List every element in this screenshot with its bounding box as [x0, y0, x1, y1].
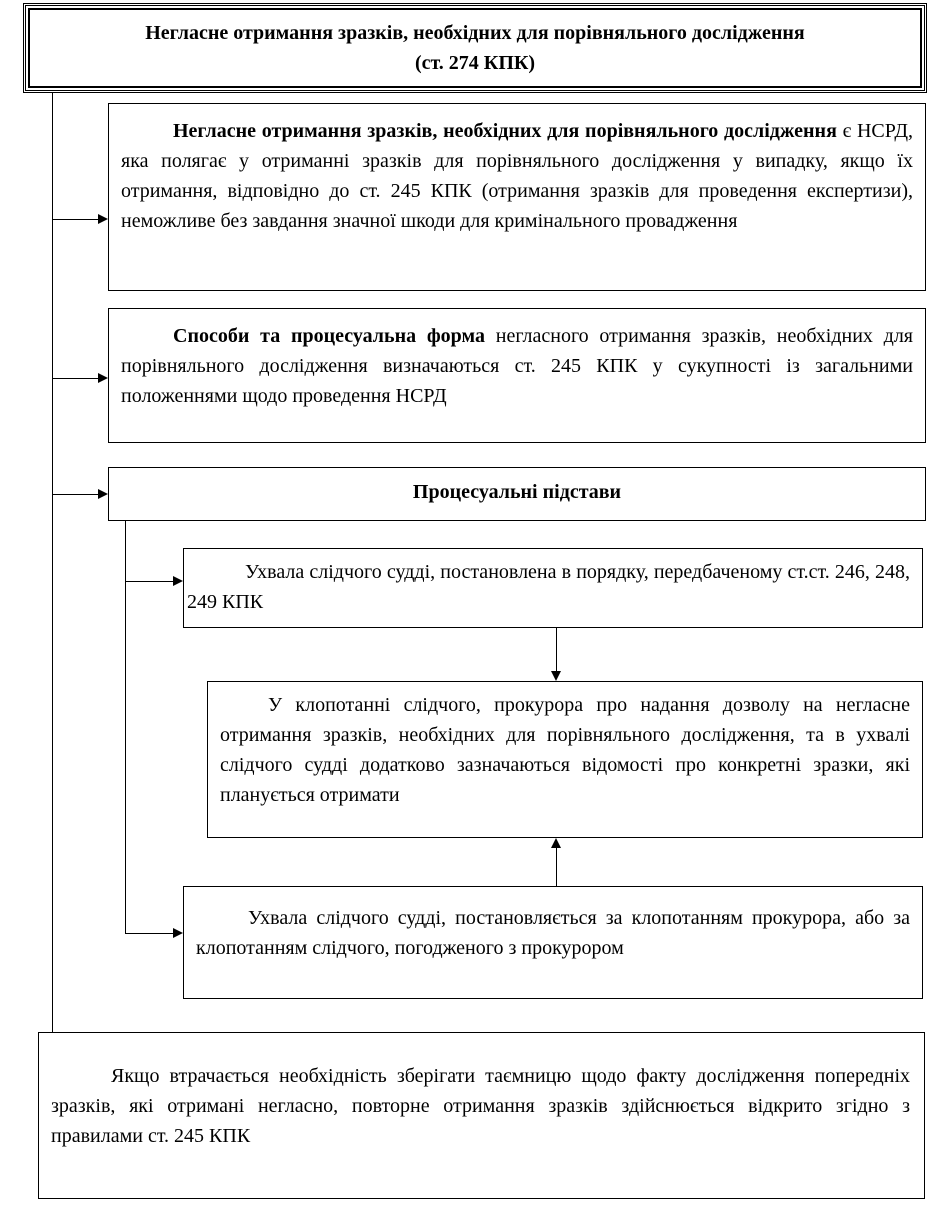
connector-procedure-to-petition	[556, 628, 557, 671]
grounds-label: Процесуальні підстави	[412, 481, 622, 503]
secrecy-note-text: Якщо втрачається необхідність зберігати таємницю щодо факту дослідження попередніх зразків, які отримані негласно, повторне отримання зразків здійснюється відкрито згідно з правилами ст. 245 КПК	[51, 1065, 910, 1147]
methods-term: Способи та процесуальна форма	[173, 325, 485, 347]
connector-to-definition	[52, 219, 98, 220]
arrow-down-to-petition	[551, 671, 561, 681]
arrow-to-definition	[98, 214, 108, 224]
ruling-procedure-box	[183, 548, 923, 628]
connector-to-methods	[52, 378, 98, 379]
connector-ruling-to-petition	[556, 848, 557, 886]
secrecy-note-box	[38, 1032, 925, 1199]
title-line-1: Негласне отримання зразків, необхідних для порівняльного дослідження	[145, 22, 805, 44]
methods-text: негласного отримання зразків, необхідних для порівняльного дослідження визначаються ст. 245 КПК у сукупності із загальними положеннями щодо проведення НСРД	[121, 325, 914, 407]
definition-box	[108, 103, 926, 291]
arrow-to-grounds	[98, 489, 108, 499]
arrow-up-to-petition	[551, 838, 561, 848]
definition-text: є НСРД, яка полягає у отриманні зразків для порівняльного дослідження у випадку, якщо їх отримання, відповідно до ст. 245 КПК (отримання зразків для проведення експертизи), неможливе без завдання значної шкоди для кримінального провадження	[121, 120, 913, 232]
definition-term: Негласне отримання зразків, необхідних для порівняльного дослідження	[173, 120, 837, 142]
arrow-to-ruling-petition	[173, 928, 183, 938]
petition-details-box	[207, 681, 923, 838]
ruling-petition-box	[183, 886, 923, 999]
connector-to-grounds	[52, 494, 98, 495]
ruling-procedure-text: Ухвала слідчого судді, постановлена в порядку, передбаченому ст.ст. 246, 248, 249 КПК	[187, 561, 910, 613]
title-line-2: (ст. 274 КПК)	[414, 52, 536, 74]
diagram-title	[28, 8, 922, 88]
arrow-to-ruling-procedure	[173, 576, 183, 586]
methods-box	[108, 308, 926, 443]
ruling-petition-text: Ухвала слідчого судді, постановляється за клопотанням прокурора, або за клопотанням слідчого, погодженого з прокурором	[196, 907, 910, 959]
main-connector-line	[52, 93, 53, 1032]
grounds-box	[108, 467, 926, 521]
grounds-sub-connector	[125, 521, 126, 934]
arrow-to-methods	[98, 373, 108, 383]
connector-to-ruling-petition	[125, 933, 173, 934]
petition-details-text: У клопотанні слідчого, прокурора про надання дозволу на негласне отримання зразків, необхідних для порівняльного дослідження, та в ухвалі слідчого судді додатково зазначаються відомості про конкретні зразки, які планується отримати	[220, 694, 910, 806]
connector-to-ruling-procedure	[125, 581, 173, 582]
diagram-title-frame	[23, 3, 927, 93]
